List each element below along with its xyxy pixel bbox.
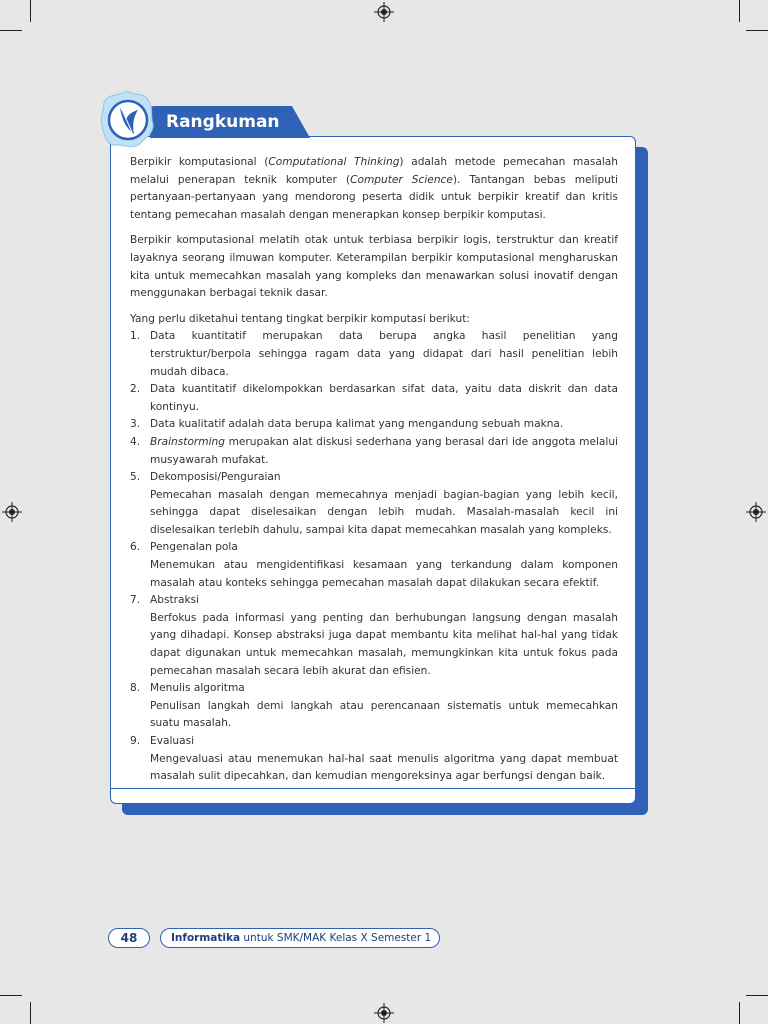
summary-paragraph <box>130 154 618 224</box>
book-title-bold: Informatika <box>171 932 241 944</box>
summary-content <box>130 154 618 786</box>
list-item-title: Dekomposisi/Penguraian <box>150 471 281 484</box>
list-item-title: Pengenalan pola <box>150 541 238 554</box>
list-item <box>130 680 618 733</box>
list-number: 4. <box>130 435 141 448</box>
list-number: 6. <box>130 541 141 554</box>
list-number: 9. <box>130 735 141 747</box>
list-item-description: Berfokus pada informasi yang penting dan berhubungan langsung dengan masalah yang dihadapi. Konsep abstraksi juga dapat membantu kita melihat hal-hal yang tidak dapat digunakan untuk memecahkan masalah, memungkinkan kita untuk fokus pada pemecahan masalah secara lebih akurat dan efisien. <box>150 611 618 677</box>
list-item <box>130 434 618 469</box>
summary-box-divider <box>111 788 635 789</box>
list-text: Data kualitatif adalah data berupa kalimat yang mengandung sebuah makna. <box>150 418 564 431</box>
list-number: 2. <box>130 383 141 396</box>
section-title: Rangkuman <box>166 112 280 132</box>
list-item-description: Mengevaluasi atau menemukan hal-hal saat menulis algoritma yang dapat membuat masalah sulit dipecahkan, dan kemudian mengoreksinya agar berfungsi dengan baik. <box>150 752 618 783</box>
registration-mark-icon <box>746 502 766 522</box>
list-item-title: Abstraksi <box>150 594 200 607</box>
list-item <box>130 592 618 680</box>
crop-mark <box>746 30 768 31</box>
list-item-description: Menemukan atau mengidentifikasi kesamaan yang terkandung dalam komponen masalah atau konteks sehingga pemecahan masalah dapat dilakukan secara efektif. <box>150 559 618 589</box>
list-text: Data kuantitatif dikelompokkan berdasarkan sifat data, yaitu data diskrit dan data kontinyu. <box>150 383 618 413</box>
registration-mark-icon <box>374 1003 394 1023</box>
term-italic: Brainstorming <box>150 435 225 448</box>
crop-mark <box>739 0 740 22</box>
list-item-description: Pemecahan masalah dengan memecahnya menjadi bagian-bagian yang lebih kecil, sehingga dapat diselesaikan dengan lebih mudah. Masalah-masalah kecil ini diselesaikan terlebih dahulu, sampai kita dapat memecahkan masalah yang kompleks. <box>150 488 618 536</box>
term-italic: Computational Thinking <box>268 156 400 168</box>
crop-mark <box>0 995 22 996</box>
list-text: Data kuantitatif merupakan data berupa angka hasil penelitian yang terstruktur/berpola sehingga ragam data yang didapat dari hasil penelitian lebih mudah dibaca. <box>150 330 618 378</box>
list-item <box>130 469 618 539</box>
feather-quill-icon <box>98 88 156 150</box>
crop-mark <box>0 30 22 31</box>
crop-mark <box>30 1002 31 1024</box>
paragraph-text: ). Tantangan bebas meliputi pertanyaan-pertanyaan yang mendorong peserta didik untuk berpikir kreatif dan kritis tentang pemecahan masalah dengan menerapkan konsep berpikir komputasi. <box>130 173 618 221</box>
crop-mark <box>30 0 31 22</box>
list-number: 7. <box>130 594 141 607</box>
registration-mark-icon <box>2 502 22 522</box>
summary-paragraph: Berpikir komputasional melatih otak untuk terbiasa berpikir logis, terstruktur dan kreatif layaknya seorang ilmuwan komputer. Keterampilan berpikir komputasional mengharuskan kita untuk memecahkan masalah yang kompleks dan menawarkan solusi inovatif dengan menggunakan berbagai teknik dasar. <box>130 234 618 300</box>
list-number: 8. <box>130 682 141 695</box>
list-intro: Yang perlu diketahui tentang tingkat berpikir komputasi berikut: <box>130 312 470 325</box>
list-item <box>130 733 618 786</box>
paragraph-text: ) adalah metode pemecahan masalah melalui penerapan teknik komputer ( <box>130 156 618 186</box>
book-title-rest: untuk SMK/MAK Kelas X Semester 1 <box>240 932 432 944</box>
registration-mark-icon <box>374 2 394 22</box>
summary-list <box>130 328 618 785</box>
list-item-title: Menulis algoritma <box>150 682 245 695</box>
list-number: 1. <box>130 330 141 343</box>
list-item-description: Penulisan langkah demi langkah atau perencanaan sistematis untuk memecahkan suatu masalah. <box>150 699 618 730</box>
crop-mark <box>746 995 768 996</box>
crop-mark <box>739 1002 740 1024</box>
page-number: 48 <box>108 928 150 948</box>
book-title <box>160 928 440 948</box>
list-number: 5. <box>130 471 141 484</box>
list-item <box>130 328 618 381</box>
paragraph-text: Berpikir komputasional ( <box>130 156 269 168</box>
list-number: 3. <box>130 418 141 431</box>
list-item <box>130 416 618 434</box>
list-text: merupakan alat diskusi sederhana yang berasal dari ide anggota melalui musyawarah mufakat. <box>150 435 618 466</box>
list-item <box>130 381 618 416</box>
list-item <box>130 539 618 592</box>
term-italic: Computer Science <box>350 173 453 186</box>
list-item-title: Evaluasi <box>150 735 195 747</box>
